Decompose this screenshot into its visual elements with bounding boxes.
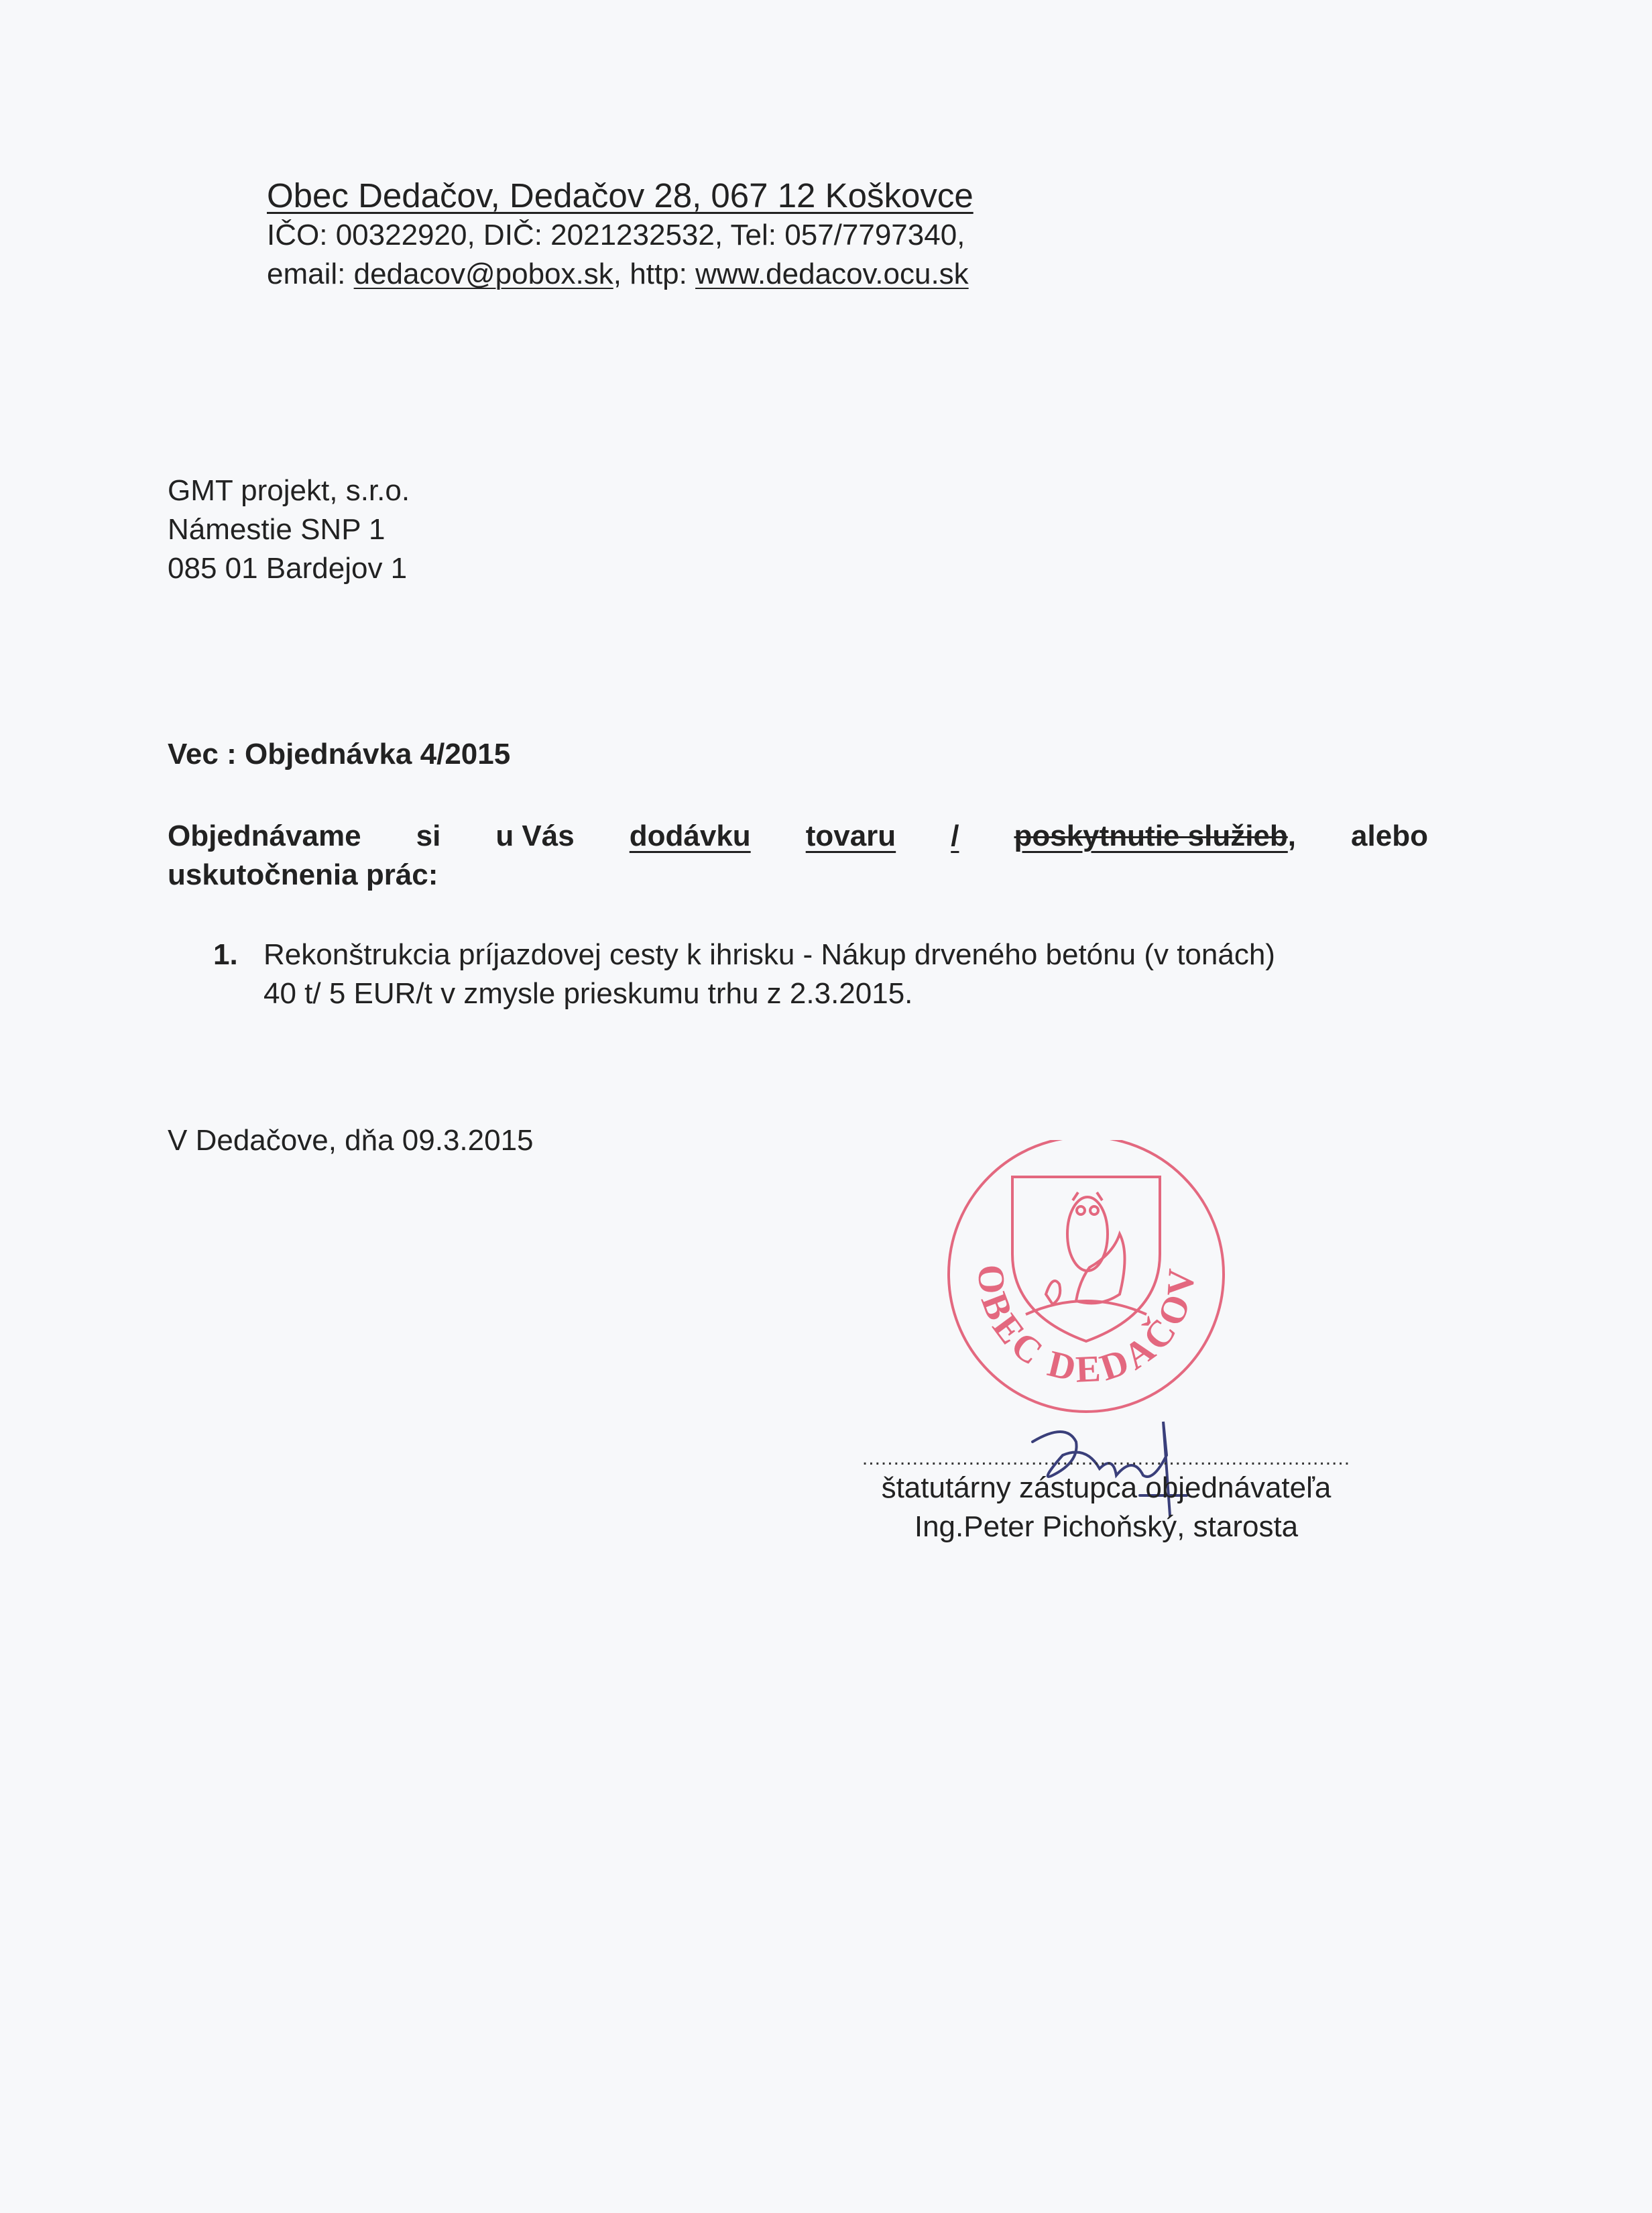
stamp-text-path: OBEC DEDAČOV (969, 1263, 1203, 1391)
order-word: Objednávame (168, 819, 361, 852)
tel-value: 057/7797340, (784, 219, 965, 251)
order-line-2: uskutočnenia prác: (168, 858, 438, 891)
website-link[interactable]: www.dedacov.ocu.sk (695, 258, 969, 290)
order-word-underlined: dodávku (629, 819, 751, 852)
order-line-1 (168, 817, 1428, 856)
order-word-underlined: tovaru (805, 819, 896, 852)
signature-dotted-line: .............................................................................. (862, 1447, 1351, 1469)
order-word: u Vás (495, 819, 575, 852)
date-line: V Dedačove, dňa 09.3.2015 (168, 1124, 534, 1157)
letterhead-ids-line (267, 216, 973, 255)
list-item-line-2: 40 t/ 5 EUR/t v zmysle prieskumu trhu z 2.3.2015. (263, 977, 913, 1010)
order-strike-group (1014, 817, 1296, 856)
list-item (213, 935, 1275, 1013)
order-word-underlined: / (951, 819, 959, 852)
ico-value: 00322920, (335, 219, 475, 251)
recipient-address (168, 471, 410, 588)
subject-line: Vec : Objednávka 4/2015 (168, 738, 511, 771)
email-link[interactable]: dedacov@pobox.sk (353, 258, 613, 290)
order-word: alebo (1351, 819, 1428, 852)
list-item-body (263, 935, 1275, 1013)
order-comma: , (1287, 819, 1297, 852)
order-items-list (213, 935, 1275, 1013)
order-paragraph (168, 817, 1428, 895)
tel-label: Tel: (730, 219, 777, 251)
dic-value: 2021232532, (550, 219, 723, 251)
list-item-line-1: Rekonštrukcia príjazdovej cesty k ihrisku - Nákup drveného betónu (v tonách) (263, 938, 1275, 971)
order-word-struck: poskytnutie služieb (1014, 819, 1288, 852)
recipient-name: GMT projekt, s.r.o. (168, 474, 410, 507)
order-word: si (416, 819, 441, 852)
http-label: , http: (613, 258, 687, 290)
stamp-text (969, 1263, 1203, 1391)
dic-label: DIČ: (483, 219, 542, 251)
letterhead (267, 176, 973, 294)
signature-name: Ing.Peter Pichoňský, starosta (914, 1510, 1299, 1543)
letterhead-org-line: Obec Dedačov, Dedačov 28, 067 12 Koškovce (267, 176, 973, 215)
stamp-shield (1012, 1177, 1160, 1341)
hand-icon (1076, 1234, 1125, 1303)
list-item-number: 1. (213, 938, 238, 971)
signature-block (838, 1449, 1374, 1546)
flower-icon (1046, 1281, 1060, 1304)
letterhead-contact-line (267, 255, 973, 294)
recipient-city: 085 01 Bardejov 1 (168, 552, 408, 585)
ico-label: IČO: (267, 219, 328, 251)
email-label: email: (267, 258, 346, 290)
signature-role: štatutárny zástupca objednávateľa (881, 1471, 1332, 1504)
recipient-street: Námestie SNP 1 (168, 513, 386, 546)
